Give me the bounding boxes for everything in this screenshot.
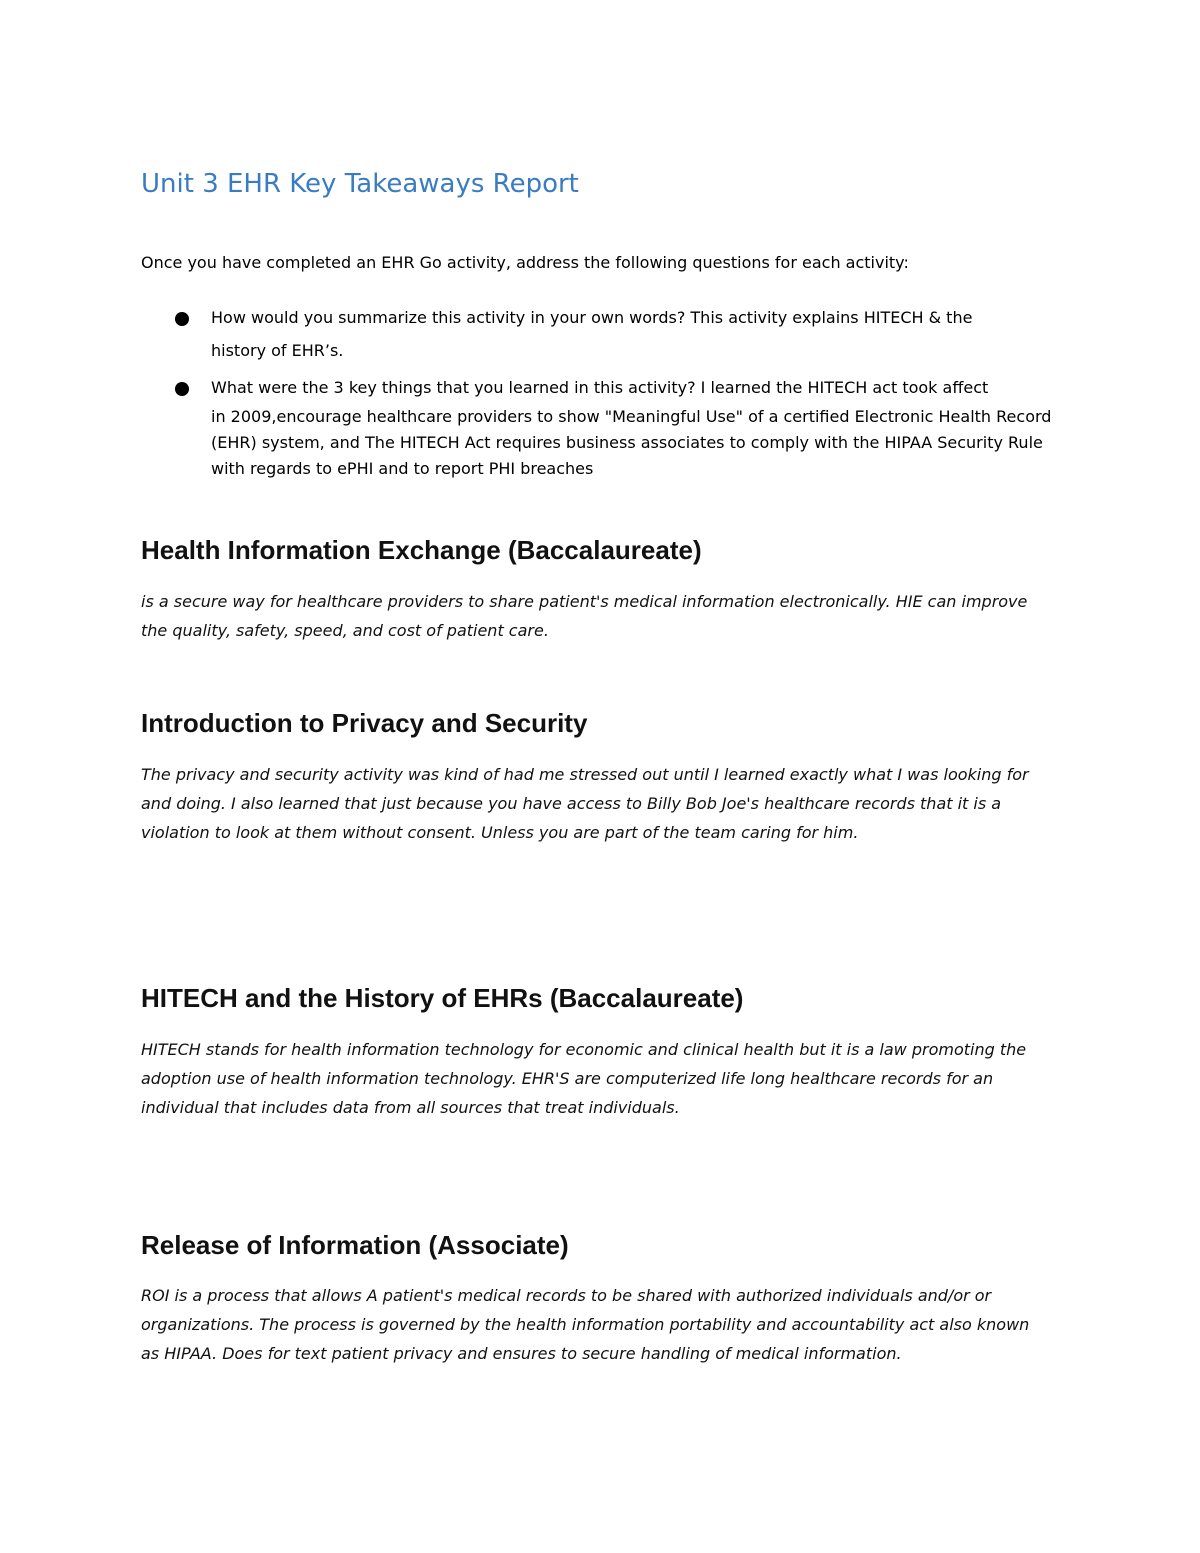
section-body-privacy-security: The privacy and security activity was kind of had me stressed out until I learned exactly what I was looking for and doing. I also learned that just because you have access to Billy Bob Joe's healthcare records that it is a violation to look at them without consent. Unless you are part of the team caring for him. xyxy=(141,765,1029,842)
bullet-dot-icon xyxy=(175,382,189,396)
section-heading-health-information-exchange: Health Information Exchange (Baccalaureate) xyxy=(141,535,702,565)
bullet-first-line: What were the 3 key things that you learned in this activity? I learned the HITECH act took affect xyxy=(211,378,989,397)
section-body-release-of-information: ROI is a process that allows A patient's medical records to be shared with authorized individuals and/or or organizations. The process is governed by the health information portability and accountability act also known as HIPAA. Does for text patient privacy and ensures to secure handling of medical information. xyxy=(141,1286,1030,1363)
bullet-first-line: How would you summarize this activity in your own words? This activity explains HITECH & the xyxy=(211,308,973,327)
section-body-health-information-exchange: is a secure way for healthcare providers to share patient's medical information electronically. HIE can improve the quality, safety, speed, and cost of patient care. xyxy=(141,592,1028,640)
intro-paragraph: Once you have completed an EHR Go activity, address the following questions for each activity: xyxy=(141,253,909,272)
section-heading-privacy-security: Introduction to Privacy and Security xyxy=(141,708,588,738)
section-body-hitech-history: HITECH stands for health information technology for economic and clinical health but it is a law promoting the adoption use of health information technology. EHR'S are computerized life long healthcare records for an individual that includes data from all sources that treat individuals. xyxy=(141,1040,1027,1117)
list-item xyxy=(211,371,1061,482)
bullet-continuation: history of EHR’s. xyxy=(211,341,344,360)
section-heading-release-of-information: Release of Information (Associate) xyxy=(141,1230,569,1260)
bullet-continuation: in 2009,encourage healthcare providers to show "Meaningful Use" of a certified Electronic Health Record (EHR) system, and The HITECH Act requires business associates to comply with the HIPAA Security Rule with regards to ePHI and to report PHI breaches xyxy=(211,407,1052,478)
document-title: Unit 3 EHR Key Takeaways Report xyxy=(141,169,579,199)
list-item xyxy=(211,301,1061,367)
bullet-dot-icon xyxy=(175,312,189,326)
section-heading-hitech-history: HITECH and the History of EHRs (Baccalaureate) xyxy=(141,983,744,1013)
